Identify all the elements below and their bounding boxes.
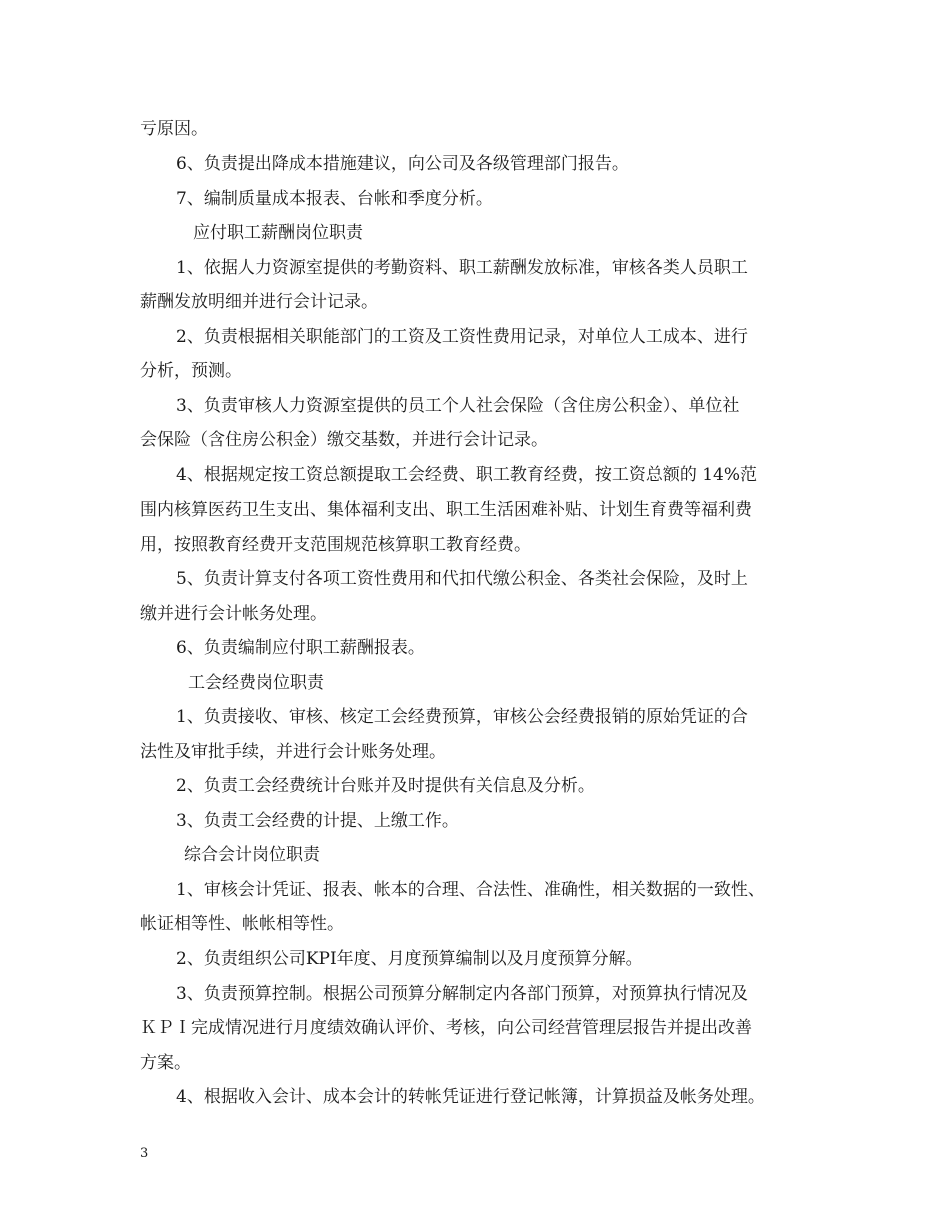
text-line: 薪酬发放明细并进行会计记录。: [140, 292, 378, 312]
text-line: 1、依据人力资源室提供的考勤资料、职工薪酬发放标准，审核各类人员职工: [176, 258, 748, 278]
section-heading: 工会经费岗位职责: [188, 673, 324, 693]
text-line: 围内核算医药卫生支出、集体福利支出、职工生活困难补贴、计划生育费等福利费: [140, 500, 752, 520]
text-line: 7、编制质量成本报表、台帐和季度分析。: [176, 189, 493, 209]
text-line: 6、负责提出降成本措施建议，向公司及各级管理部门报告。: [176, 154, 629, 174]
text-line: 用，按照教育经费开支范围规范核算职工教育经费。: [140, 535, 531, 555]
text-line: 分析，预测。: [140, 361, 242, 381]
text-line: 法性及审批手续，并进行会计账务处理。: [140, 742, 446, 762]
text-line: 2、负责组织公司KPI年度、月度预算编制以及月度预算分解。: [176, 949, 643, 969]
page-number: 3: [140, 1146, 149, 1161]
section-heading: 应付职工薪酬岗位职责: [193, 223, 363, 243]
text-line: 帐证相等性、帐帐相等性。: [140, 914, 344, 934]
text-line: 5、负责计算支付各项工资性费用和代扣代缴公积金、各类社会保险，及时上: [176, 569, 748, 589]
text-line: 2、负责根据相关职能部门的工资及工资性费用记录，对单位人工成本、进行: [176, 327, 748, 347]
text-line: 1、负责接收、审核、核定工会经费预算，审核公会经费报销的原始凭证的合: [176, 707, 748, 727]
text-line: 4、根据规定按工资总额提取工会经费、职工教育经费，按工资总额的 14%范: [176, 465, 758, 485]
text-line: 3、负责审核人力资源室提供的员工个人社会保险（含住房公积金）、单位社: [176, 396, 740, 416]
text-line: 亏原因。: [140, 119, 208, 139]
text-line: 缴并进行会计帐务处理。: [140, 604, 327, 624]
text-line: 会保险（含住房公积金）缴交基数，并进行会计记录。: [140, 430, 548, 450]
text-line: 4、根据收入会计、成本会计的转帐凭证进行登记帐簿，计算损益及帐务处理。: [176, 1087, 765, 1107]
text-line: ＫＰＩ完成情况进行月度绩效确认评价、考核，向公司经营管理层报告并提出改善: [140, 1018, 752, 1038]
text-line: 6、负责编制应付职工薪酬报表。: [176, 638, 425, 658]
text-line: 2、负责工会经费统计台账并及时提供有关信息及分析。: [176, 776, 595, 796]
text-line: 方案。: [140, 1053, 191, 1073]
text-line: 3、负责预算控制。根据公司预算分解制定内各部门预算，对预算执行情况及: [176, 984, 748, 1004]
text-line: 3、负责工会经费的计提、上缴工作。: [176, 811, 459, 831]
section-heading: 综合会计岗位职责: [184, 845, 320, 865]
text-line: 1、审核会计凭证、报表、帐本的合理、合法性、准确性，相关数据的一致性、: [176, 880, 765, 900]
